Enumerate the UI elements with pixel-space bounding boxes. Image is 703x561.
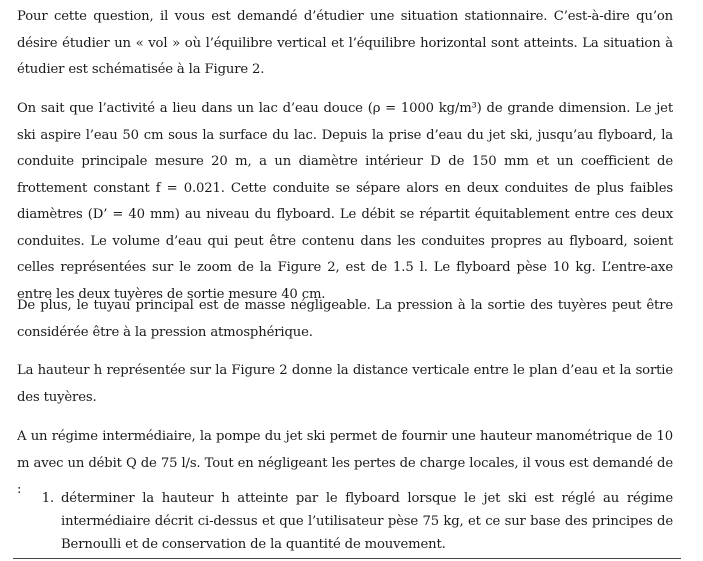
question-list — [17, 487, 673, 556]
paragraph-context: On sait que l’activité a lieu dans un lac d’eau douce (ρ = 1000 kg/m³) de grande dimension. Le jet ski aspire l’eau 50 cm sous la surface du lac. Depuis la prise d’eau du jet ski, jusqu’au flyboard, la conduite principale mesure 20 m, a un diamètre intérieur D de 150 mm et un coefficient de frottement constant f = 0.021. Cette conduite se sépare alors en deux conduites de plus faibles diamètres (D’ = 40 mm) au niveau du flyboard. Le débit se répartit équitablement entre ces deux conduites. Le volume d’eau qui peut être contenu dans les conduites propres au flyboard, soient celles représentées sur le zoom de la Figure 2, est de 1.5 l. Le flyboard pèse 10 kg. L’entre-axe entre les deux tuyères de sortie mesure 40 cm. — [17, 101, 673, 302]
list-item-number: 1. — [41, 491, 54, 506]
list-item-text: déterminer la hauteur h atteinte par le flyboard lorsque le jet ski est réglé au régime intermédiaire décrit ci-dessus et que l’utilisateur pèse 75 kg, et ce sur base des principes de Bernoulli et de conservation de la quantité de mouvement. — [61, 491, 673, 552]
paragraph-regime: A un régime intermédiaire, la pompe du jet ski permet de fournir une hauteur manométrique de 10 m avec un débit Q de 75 l/s. Tout en négligeant les pertes de charge locales, il vous est demandé de : — [17, 429, 673, 497]
paragraph-assumptions: De plus, le tuyau principal est de masse négligeable. La pression à la sortie des tuyères peut être considérée être à la pression atmosphérique. — [17, 298, 673, 340]
page-bottom-rule — [13, 558, 681, 559]
paragraph-height-definition: La hauteur h représentée sur la Figure 2 donne la distance verticale entre le plan d’eau et la sortie des tuyères. — [17, 363, 673, 405]
paragraph-intro: Pour cette question, il vous est demandé d’étudier une situation stationnaire. C’est-à-dire qu’on désire étudier un « vol » où l’équilibre vertical et l’équilibre horizontal sont atteints. La situation à étudier est schématisée à la Figure 2. — [17, 9, 673, 77]
list-item — [17, 487, 673, 556]
